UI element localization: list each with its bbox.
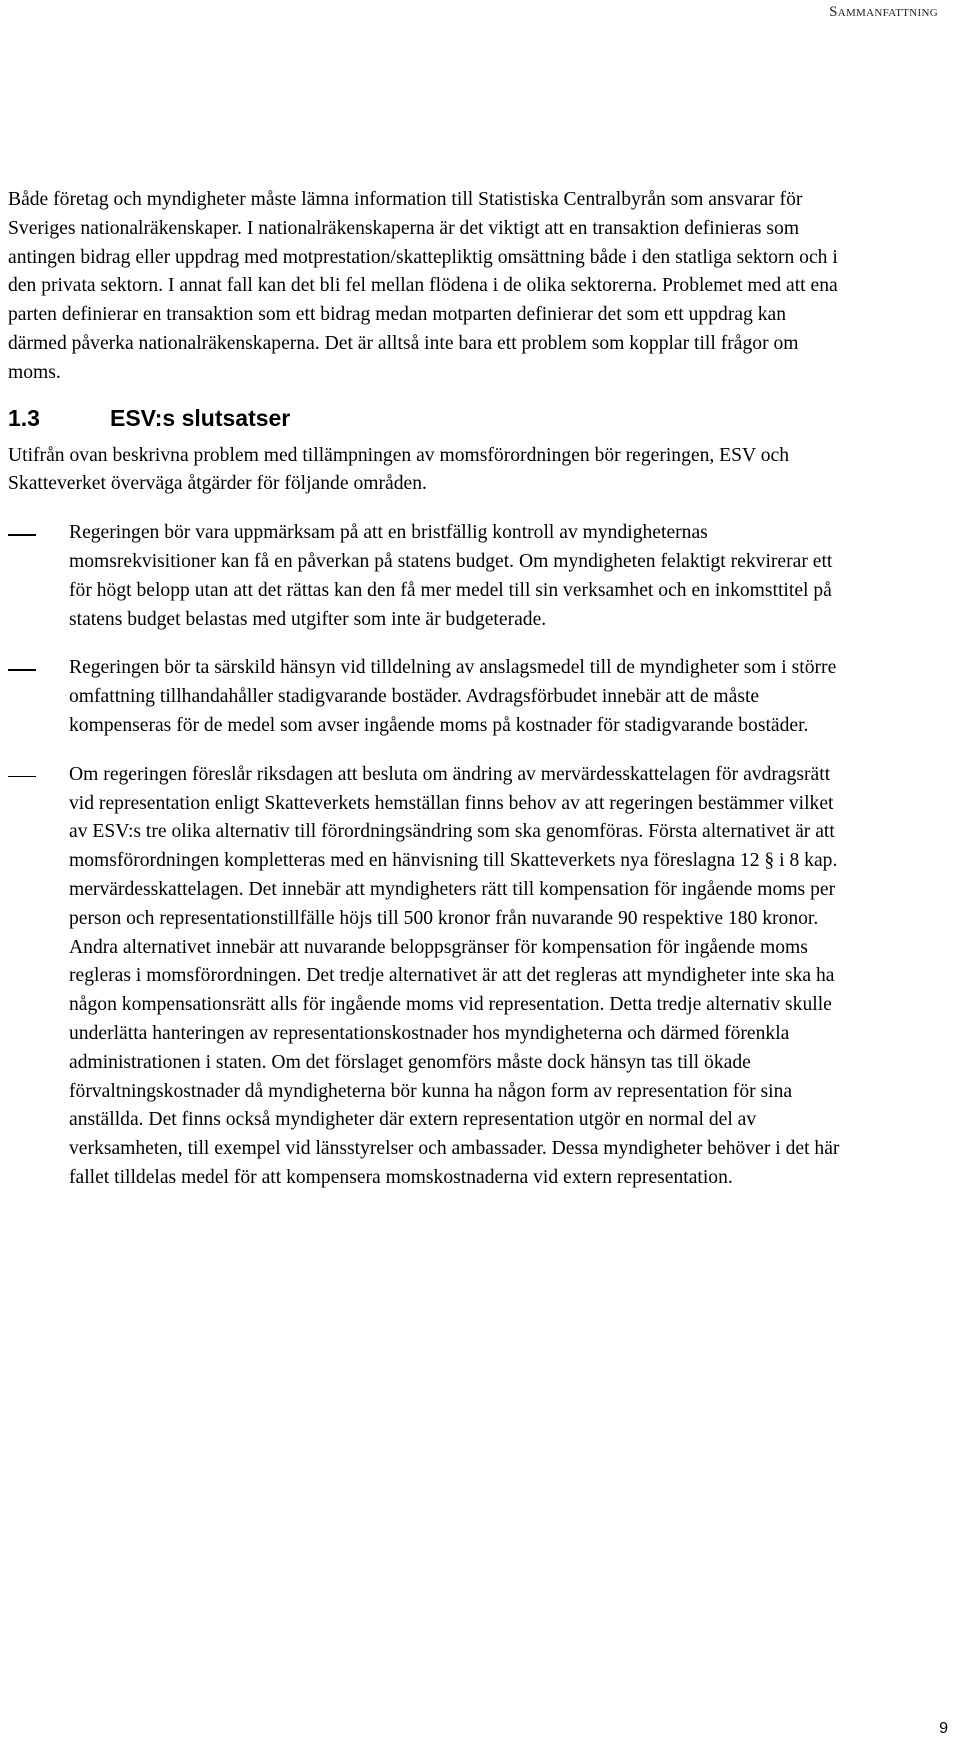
list-item-text: Regeringen bör ta särskild hänsyn vid tilldelning av anslagsmedel till de myndigheter som i större omfattning tillhandahåller stadigvarande bostäder. Avdragsförbudet innebär att de måste kompenseras för de medel som avser ingående moms på kostnader för stadigvarande bostäder. xyxy=(69,657,837,736)
list-item-text: Regeringen bör vara uppmärksam på att en bristfällig kontroll av myndigheternas momsrekvisitioner kan få en påverkan på statens budget. Om myndigheten felaktigt rekvirerar ett för högt belopp utan att det rättas kan den få mer medel till sin verksamhet och en inkomsttitel på statens budget belastas med utgifter som inte är budgeterade. xyxy=(69,522,833,630)
intro-paragraph: Både företag och myndigheter måste lämna information till Statistiska Centralbyrån som ansvarar för Sveriges nationalräkenskaper. I nationalräkenskaperna är det viktigt att en transaktion definieras som antingen bidrag eller uppdrag med motprestation/skattepliktig omsättning både i den statliga sektorn och i den privata sektorn. I annat fall kan det bli fel mellan flödena i de olika sektorerna. Problemet med att ena parten definierar en transaktion som ett bidrag medan motparten definierar det som ett uppdrag kan därmed påverka nationalräkenskaperna. Det är alltså inte bara ett problem som kopplar till frågor om moms. xyxy=(8,189,838,383)
dash-bullet-icon xyxy=(8,776,36,778)
dash-bullet-icon xyxy=(8,534,36,536)
page-number: 9 xyxy=(939,1720,948,1737)
list-item-text: Om regeringen föreslår riksdagen att besluta om ändring av mervärdesskattelagen för avdragsrätt vid representation enligt Skatteverkets hemställan finns behov av att regeringen bestämmer vilket av ESV:s tre olika alternativ till förordningsändring som ska genomföras. Första alternativet är att momsförordningen kompletteras med en hänvisning till Skatteverkets nya föreslagna 12 § i 8 kap. mervärdesskattelagen. Det innebär att myndigheters rätt till kompensation för ingående moms per person och representationstillfälle höjs till 500 kronor från nuvarande 90 respektive 180 kronor. Andra alternativet innebär att nuvarande beloppsgränser för kompensation för ingående moms regleras i momsförordningen. Det tredje alternativet är att det regleras att myndigheter inte ska ha någon kompensationsrätt alls för ingående moms vid representation. Detta tredje alternativ skulle underlätta hanteringen av representationskostnader hos myndigheterna och därmed förenkla administrationen i staten. Om det förslaget genomförs måste dock hänsyn tas till ökade förvaltningskostnader då myndigheterna bör kunna ha någon form av representation för sina anställda. Det finns också myndigheter där extern representation utgör en normal del av verksamheten, till exempel vid länsstyrelser och ambassader. Dessa myndigheter behöver i det här fallet tilldelas medel för att kompensera momskostnaderna vid extern representation. xyxy=(69,763,840,1188)
section-title: ESV:s slutsatser xyxy=(110,404,291,431)
list-item xyxy=(8,761,848,1193)
dash-bullet-icon xyxy=(8,669,36,671)
section-heading xyxy=(8,402,848,434)
page-content xyxy=(8,186,848,1213)
list-item xyxy=(8,654,848,740)
conclusions-list xyxy=(8,519,848,1193)
running-header: Sammanfattning xyxy=(829,4,938,20)
section-number: 1.3 xyxy=(8,404,40,431)
list-item xyxy=(8,519,848,634)
section-lead-paragraph: Utifrån ovan beskrivna problem med tillämpningen av momsförordningen bör regeringen, ESV och Skatteverket överväga åtgärder för följande områden. xyxy=(8,444,790,495)
